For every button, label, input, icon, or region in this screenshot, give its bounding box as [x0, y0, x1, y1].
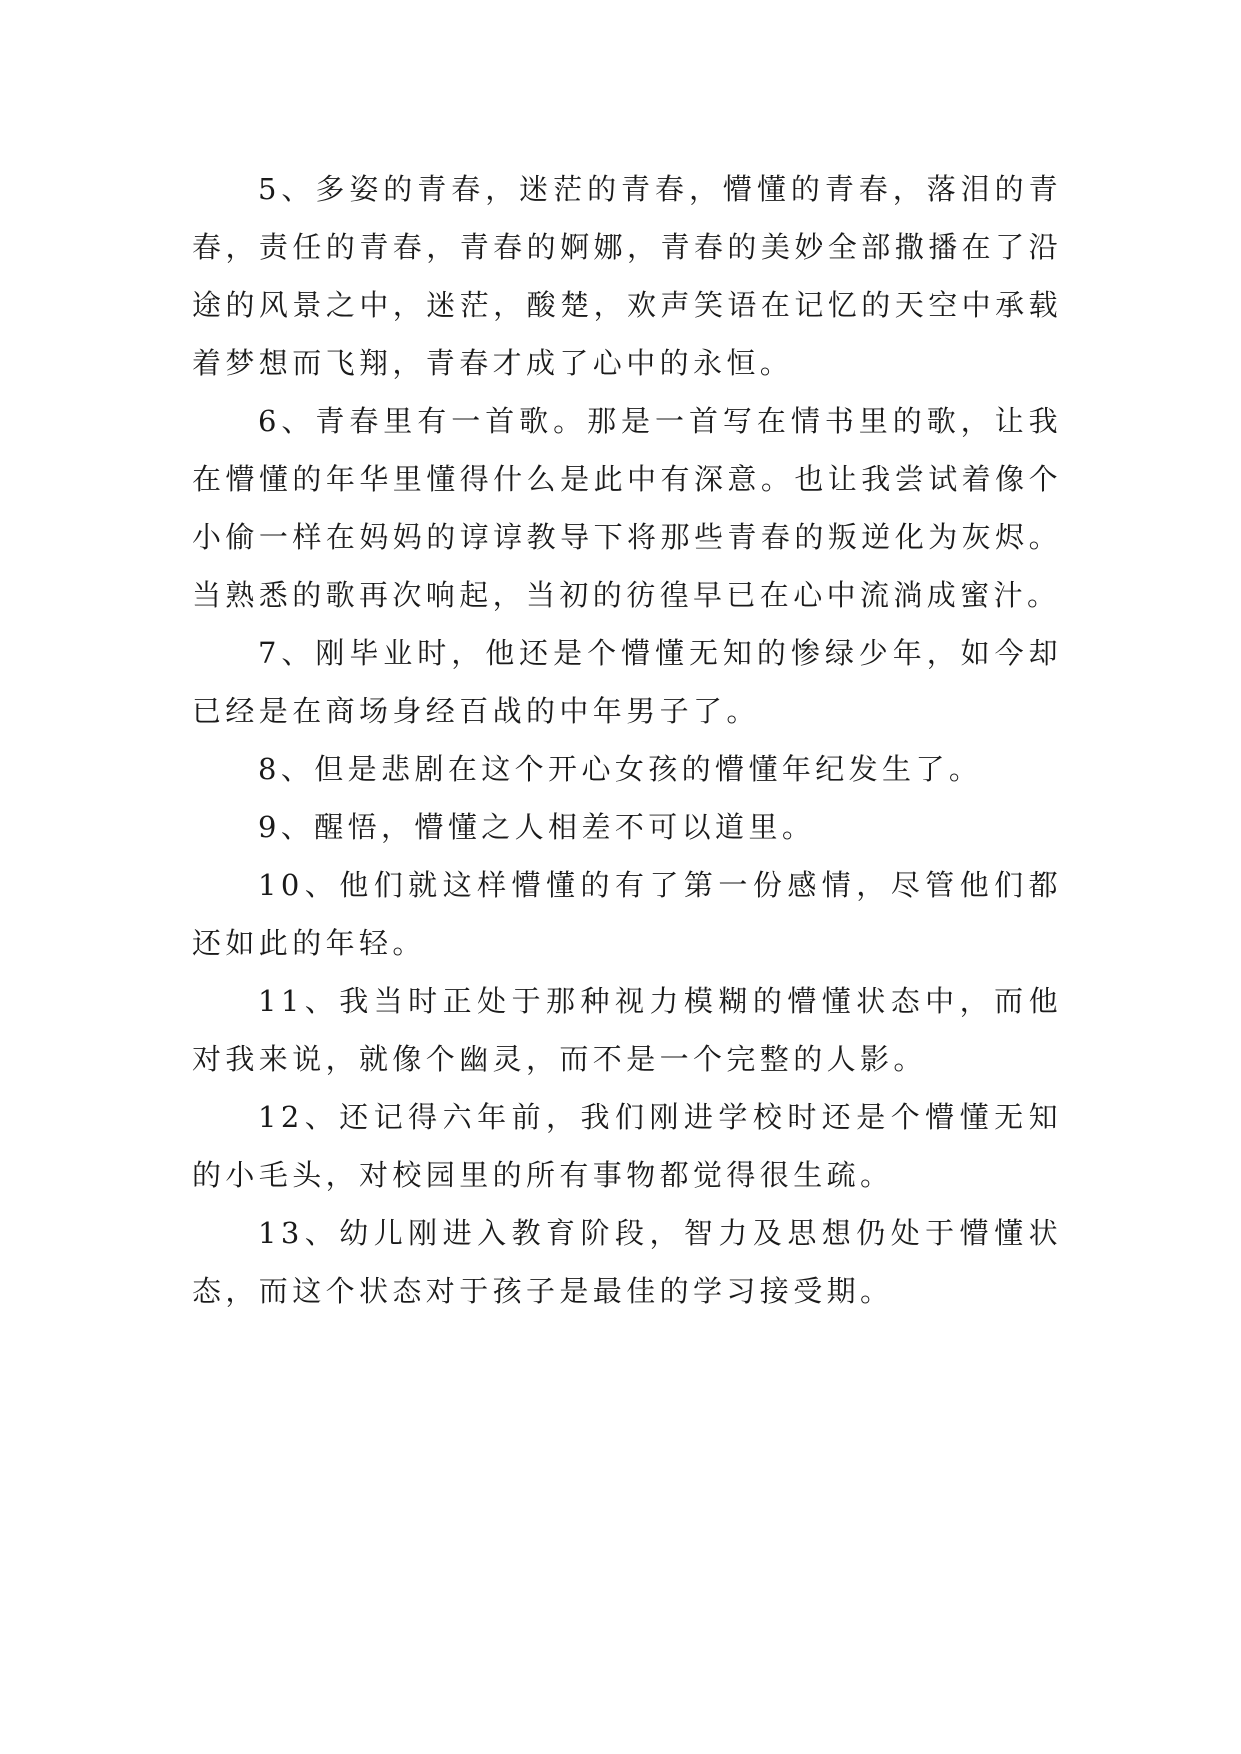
- document-body: [192, 160, 1062, 1320]
- paragraph-6: 6、青春里有一首歌。那是一首写在情书里的歌，让我在懵懂的年华里懂得什么是此中有深意。也让我尝试着像个小偷一样在妈妈的谆谆教导下将那些青春的叛逆化为灰烬。当熟悉的歌再次响起，当初的彷徨早已在心中流淌成蜜汁。: [192, 404, 1062, 612]
- paragraph-7: 7、刚毕业时，他还是个懵懂无知的惨绿少年，如今却已经是在商场身经百战的中年男子了。: [192, 636, 1062, 728]
- paragraph-12: 12、还记得六年前，我们刚进学校时还是个懵懂无知的小毛头，对校园里的所有事物都觉得很生疏。: [192, 1100, 1062, 1192]
- paragraph-13: 13、幼儿刚进入教育阶段，智力及思想仍处于懵懂状态，而这个状态对于孩子是最佳的学习接受期。: [192, 1216, 1062, 1308]
- paragraph-5: 5、多姿的青春，迷茫的青春，懵懂的青春，落泪的青春，责任的青春，青春的婀娜，青春的美妙全部撒播在了沿途的风景之中，迷茫，酸楚，欢声笑语在记忆的天空中承载着梦想而飞翔，青春才成了心中的永恒。: [192, 172, 1062, 380]
- paragraph-8: 8、但是悲剧在这个开心女孩的懵懂年纪发生了。: [258, 752, 983, 786]
- paragraph-11: 11、我当时正处于那种视力模糊的懵懂状态中，而他对我来说，就像个幽灵，而不是一个完整的人影。: [192, 984, 1062, 1076]
- paragraph-10: 10、他们就这样懵懂的有了第一份感情，尽管他们都还如此的年轻。: [192, 868, 1062, 960]
- paragraph-9: 9、醒悟，懵懂之人相差不可以道里。: [258, 810, 816, 844]
